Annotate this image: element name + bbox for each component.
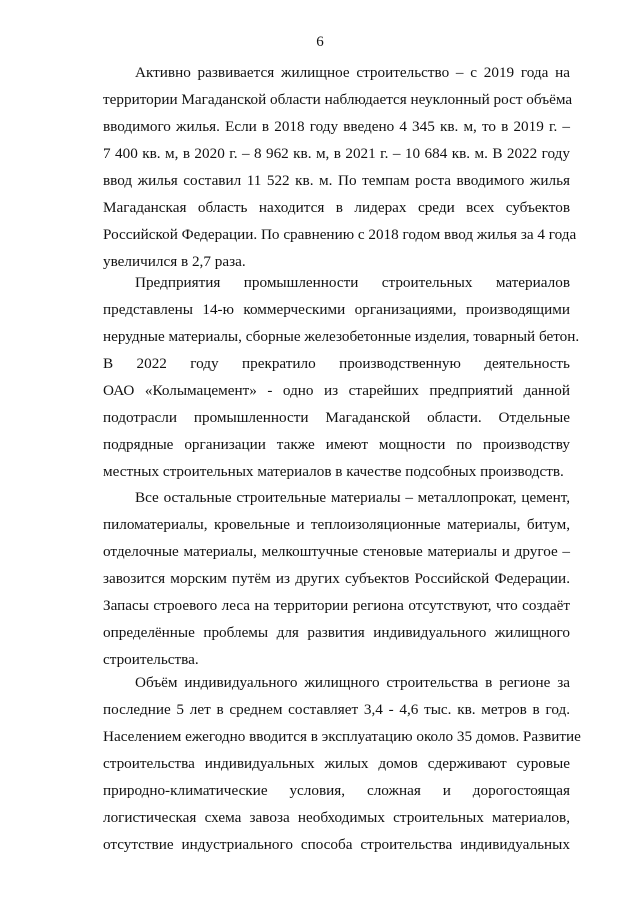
text-line: вводимого жилья. Если в 2018 году введено 4 345 кв. м, то в 2019 г. –: [103, 118, 570, 135]
paragraph-housing-construction: [103, 59, 577, 275]
text-line: определённые проблемы для развития индивидуального жилищного: [103, 624, 570, 641]
text-line: подотрасли промышленности Магаданской области. Отдельные: [103, 409, 570, 426]
text-line: территории Магаданской области наблюдается неуклонный рост объёма: [103, 91, 573, 108]
paragraph-imported-materials: [103, 484, 570, 673]
text-line: Населением ежегодно вводится в эксплуатацию около 35 домов. Развитие: [103, 728, 581, 745]
text-line: Предприятия промышленности строительных материалов: [135, 274, 570, 291]
text-line: нерудные материалы, сборные железобетонные изделия, товарный бетон.: [103, 328, 580, 345]
text-line: Запасы строевого леса на территории региона отсутствуют, что создаёт: [103, 597, 570, 614]
text-line: строительства.: [103, 651, 199, 668]
text-line: завозится морским путём из других субъектов Российской Федерации.: [103, 570, 570, 587]
text-line: представлены 14-ю коммерческими организациями, производящими: [103, 301, 570, 318]
text-line: подрядные организации также имеют мощности по производству: [103, 436, 570, 453]
paragraph-individual-housing: [103, 669, 581, 858]
text-line: местных строительных материалов в качестве подсобных производств.: [103, 463, 564, 480]
text-line: В 2022 году прекратило производственную деятельность: [103, 355, 570, 372]
text-line: Активно развивается жилищное строительство – с 2019 года на: [135, 64, 570, 81]
text-line: Российской Федерации. По сравнению с 2018 годом ввод жилья за 4 года: [103, 226, 577, 243]
text-line: природно-климатические условия, сложная и дорогостоящая: [103, 782, 570, 799]
text-line: 7 400 кв. м, в 2020 г. – 8 962 кв. м, в 2021 г. – 10 684 кв. м. В 2022 году: [103, 145, 570, 162]
text-line: ввод жилья составил 11 522 кв. м. По темпам роста вводимого жилья: [103, 172, 570, 189]
text-line: отделочные материалы, мелкоштучные стеновые материалы и другое –: [103, 543, 570, 560]
text-line: строительства индивидуальных жилых домов сдерживают суровые: [103, 755, 570, 772]
text-line: пиломатериалы, кровельные и теплоизоляционные материалы, битум,: [103, 516, 570, 533]
page-number: 6: [316, 34, 324, 50]
text-line: отсутствие индустриального способа строительства индивидуальных: [103, 836, 570, 853]
paragraph-building-materials-industry: [103, 269, 580, 485]
text-line: Все остальные строительные материалы – металлопрокат, цемент,: [135, 489, 570, 506]
text-line: увеличился в 2,7 раза.: [103, 253, 246, 270]
text-line: логистическая схема завоза необходимых строительных материалов,: [103, 809, 570, 826]
text-line: Магаданская область находится в лидерах среди всех субъектов: [103, 199, 570, 216]
text-line: последние 5 лет в среднем составляет 3,4 - 4,6 тыс. кв. метров в год.: [103, 701, 570, 718]
text-line: Объём индивидуального жилищного строительства в регионе за: [135, 674, 570, 691]
text-line: ОАО «Колымацемент» - одно из старейших предприятий данной: [103, 382, 570, 399]
